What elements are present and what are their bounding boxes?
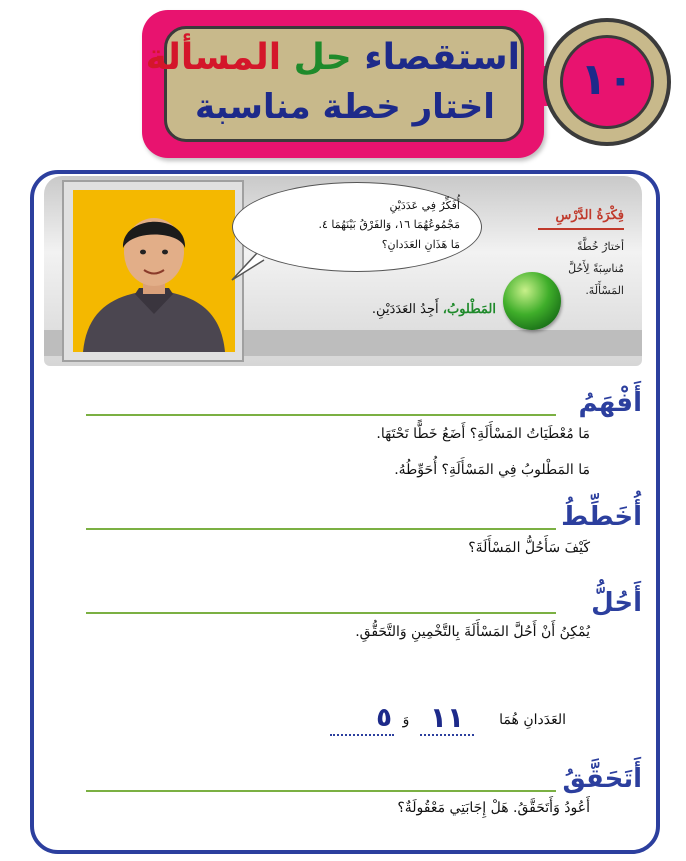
heading-plan: أُخَطِّطُ	[561, 502, 642, 532]
understand-line-1: مَا مُعْطَيَاتُ المَسْأَلَةِ؟ أَضَعُ خَطًّا تَحْتَهَا.	[376, 426, 590, 442]
understand-line-2: مَا المَطْلوبُ فِي المَسْأَلَةِ؟ أُحَوِّطُهُ.	[394, 462, 590, 478]
answer-label: العَدَدانِ هُمَا	[499, 712, 566, 728]
rule-solve	[86, 612, 556, 614]
rule-verify	[86, 790, 556, 792]
required-label: المَطْلوبُ،	[442, 302, 496, 317]
answer-first-number: ١١	[429, 701, 465, 734]
rule-plan	[86, 528, 556, 530]
speech-line-3: مَا هَذَانِ العَدَدانِ؟	[381, 238, 460, 251]
answer-conjunction: وَ	[402, 712, 410, 728]
plan-line-1: كَيْفَ سَأَحُلُّ المَسْأَلَةَ؟	[468, 540, 590, 556]
required-statement	[296, 302, 496, 317]
lesson-idea-line-1: أختارُ خُطَّةً	[576, 240, 624, 253]
lesson-idea-title: فِكْرَةُ الدَّرْسِ	[555, 208, 624, 223]
rule-understand	[86, 414, 556, 416]
heading-understand: أَفْهَمُ	[578, 388, 642, 418]
speech-line-1: أُفَكِّرُ فِي عَدَدَيْنِ	[389, 199, 460, 212]
title-word-investigate: استقصاء	[364, 37, 520, 78]
verify-line-1: أَعُودُ وَأَتَحَقَّقُ. هَلْ إِجَابَتِي مَعْقُولَةٌ؟	[397, 800, 590, 816]
lesson-number: ١٠	[580, 54, 634, 105]
title-word-problem: المسألة	[145, 37, 282, 78]
title-word-solve: حل	[293, 37, 352, 78]
student-illustration	[73, 190, 235, 352]
answer-second-number: ٥	[376, 703, 392, 733]
title-line-1	[145, 32, 520, 84]
title-line-2: اختار خطة مناسبة	[195, 87, 495, 127]
green-ball-icon	[503, 272, 561, 330]
lesson-idea-underline	[538, 228, 624, 230]
lesson-idea-line-2: مُناسِبَةً لِأَحُلَّ	[568, 262, 624, 275]
lesson-idea-line-3: المَسْأَلَةَ.	[585, 284, 624, 297]
student-photo	[73, 190, 235, 352]
heading-solve: أَحُلُّ	[591, 588, 642, 618]
solve-line-1: يُمْكِنُ أَنْ أَحُلَّ المَسْأَلَةَ بِالتَّخْمِينِ وَالتَّحَقُّقِ.	[355, 624, 590, 640]
heading-verify: أَتَحَقَّقُ	[562, 764, 642, 794]
required-text: أَجِدُ العَدَدَيْنِ.	[371, 302, 439, 317]
speech-line-2: مَجْمُوعُهُمَا ١٦، وَالفَرْقُ بَيْنَهُمَا ٤.	[318, 218, 460, 231]
